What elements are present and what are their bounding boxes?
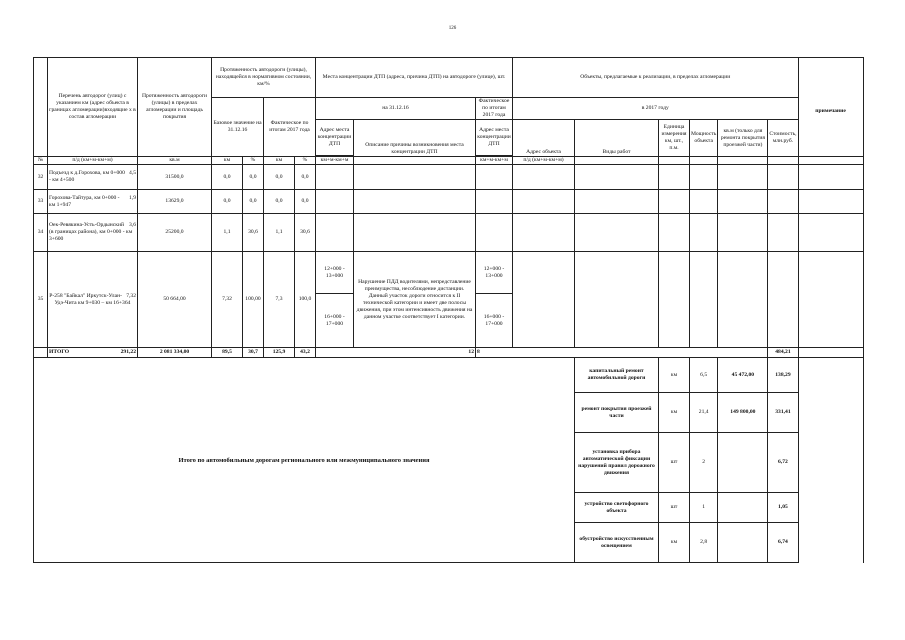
- row-number: 32: [34, 165, 48, 190]
- road-name: 3,6 Оек-Ревякина-Усть-Ордынский (в границах района), км 0+000 - км 3+600: [48, 214, 138, 252]
- fact-address: 12+000 - 13+000: [476, 252, 513, 294]
- header-reason: Описание причины возникновения места концентрации ДТП: [354, 120, 476, 157]
- work-type: устройство светофорного объекта: [575, 493, 659, 523]
- page-number: 126: [448, 26, 457, 31]
- work-type: установка прибора автоматической фиксации нарушений правил дорожного движения: [575, 433, 659, 493]
- base-pct: 30,6: [243, 214, 264, 252]
- header-unit: Единица измерения км, шт., п.м.: [659, 120, 690, 157]
- work-unit: шт: [659, 493, 690, 523]
- total-fact-pct: 43,2: [295, 348, 316, 358]
- total-label: 291,22 ИТОГО: [48, 348, 138, 358]
- header-on-date: на 31.12.16: [316, 98, 476, 120]
- header-addr-place: Адрес места концентрации ДТП: [316, 120, 354, 156]
- unit-cell: [354, 157, 476, 165]
- header-in-2017: в 2017 году: [513, 98, 799, 120]
- header-object-address: Адрес объекта: [513, 120, 575, 157]
- header-concentration: Места концентрации ДТП (адреса, причина ДТП) на автодороге (улице), шт.: [316, 58, 513, 98]
- header-power: Мощность объекта: [690, 120, 718, 157]
- table-row: [34, 190, 864, 214]
- work-area: 149 800,00: [718, 393, 768, 433]
- fact-pct: 100,0: [295, 252, 316, 348]
- work-unit: км: [659, 358, 690, 393]
- header-base: Базовое значение на 31.12.16: [212, 98, 264, 157]
- fact-km: 7,3: [264, 252, 295, 348]
- base-km: 0,0: [212, 165, 243, 190]
- header-fact2017: Фактическое по итогам 2017 года: [264, 98, 316, 157]
- base-pct: 0,0: [243, 165, 264, 190]
- total-base-km: 89,5: [212, 348, 243, 358]
- unit-cell: п/д (км+м-км+м): [513, 157, 575, 165]
- road-area: 50 664,00: [138, 252, 212, 348]
- work-power: 1: [690, 493, 718, 523]
- unit-cell: %: [243, 157, 264, 165]
- road-area: 31500,0: [138, 165, 212, 190]
- base-km: 0,0: [212, 190, 243, 214]
- base-km: 7,32: [212, 252, 243, 348]
- work-cost: 331,41: [768, 393, 798, 433]
- header-road-list: Перечень автодорог (улиц) с указанием км (адрес объекта в границах агломерации)входящие х в состав агломерации: [48, 58, 138, 157]
- work-area: [718, 433, 768, 493]
- road-length: 1,9: [129, 194, 136, 201]
- work-cost: 6,74: [768, 523, 798, 563]
- unit-cell: км: [264, 157, 295, 165]
- unit-cell: км: [212, 157, 243, 165]
- total-length: 291,22: [120, 349, 136, 355]
- unit-cell: %: [295, 157, 316, 165]
- work-power: 2: [690, 433, 718, 493]
- header-cost: Стоимость, млн.руб.: [768, 120, 798, 157]
- road-length: 4,5: [129, 170, 136, 176]
- road-area: 13629,0: [138, 190, 212, 214]
- road-name: 7,32 Р-258 "Байкал" Иркутск-Улан-Удэ-Чита км 9+030 – км 16+364: [48, 252, 138, 348]
- work-type: обустройство искусственным освещением: [575, 523, 659, 563]
- work-type: капитальный ремонт автомобильной дороги: [575, 358, 659, 393]
- table-row: [34, 165, 864, 190]
- total-fact-km: 125,9: [264, 348, 295, 358]
- header-length: Протяженность автодороги (улицы) в пределах агломерации и площадь покрытия: [138, 58, 212, 157]
- fact-km: 0,0: [264, 165, 295, 190]
- work-unit: км: [659, 523, 690, 563]
- unit-cell: кв.м: [138, 157, 212, 165]
- base-pct: 100,00: [243, 252, 264, 348]
- work-power: 6,5: [690, 358, 718, 393]
- work-area: 45 472,00: [718, 358, 768, 393]
- accident-reason: Нарушение ПДД водителями, непредставление преимущества, несоблюдение дистанции. Данный участок дороги относится к II технической категории и имеет две полосы движения, при этом интенсивность движения на данном участке соответствует I категории.: [354, 252, 476, 348]
- work-cost: 6,72: [768, 433, 798, 493]
- header-objects: Объекты, предлагаемые к реализации, в пределах агломерации: [513, 58, 799, 98]
- total-base-pct: 30,7: [243, 348, 264, 358]
- work-unit: км: [659, 393, 690, 433]
- unit-cell: №: [34, 157, 48, 165]
- total-row: [34, 348, 864, 358]
- unit-cell: км+м-км+м: [476, 157, 513, 165]
- road-name: 4,5 Подъезд к д.Горохова, км 0+000 - км 4+500: [48, 165, 138, 190]
- road-length: 7,32: [126, 292, 136, 299]
- fact-pct: 0,0: [295, 165, 316, 190]
- header-fact-year: Фактическое по итогам 2017 года: [476, 98, 513, 120]
- base-km: 1,1: [212, 214, 243, 252]
- header-work-types: Виды работ: [575, 120, 659, 157]
- header-addr-place2: Адрес места концентрации ДТП: [476, 120, 513, 156]
- fact-km: 1,1: [264, 214, 295, 252]
- unit-cell: км+м-км+м: [316, 157, 354, 165]
- total-concentration: 12: [316, 348, 476, 358]
- work-power: 21,4: [690, 393, 718, 433]
- base-pct: 0,0: [243, 190, 264, 214]
- fact-pct: 0,0: [295, 190, 316, 214]
- report-table: [33, 57, 864, 563]
- work-power: 2,8: [690, 523, 718, 563]
- work-row: [34, 358, 864, 393]
- work-type: ремонт покрытия проезжей части: [575, 393, 659, 433]
- work-area: [718, 523, 768, 563]
- fact-pct: 30,6: [295, 214, 316, 252]
- row-number: 34: [34, 214, 48, 252]
- header-note: примечание: [798, 58, 863, 157]
- concentration-address: 16+000 - 17+000: [316, 294, 354, 348]
- fact-address: 16+000 - 17+000: [476, 294, 513, 348]
- concentration-address: 12+000 - 13+000: [316, 252, 354, 294]
- road-area: 25200,0: [138, 214, 212, 252]
- work-cost: 138,29: [768, 358, 798, 393]
- row-number: 33: [34, 190, 48, 214]
- total-area: 2 081 334,00: [138, 348, 212, 358]
- unit-cell: п/д (км+м-км+м): [48, 157, 138, 165]
- total-fact: 8: [476, 348, 768, 358]
- total-cost: 484,21: [768, 348, 798, 358]
- header-km-repair: кв.м (только для ремонта покрытия проезжей части): [718, 120, 768, 157]
- row-number: 35: [34, 252, 48, 348]
- summary-label: Итого по автомобильным дорогам регионального или межмуниципального значения: [34, 358, 575, 563]
- table-row: [34, 252, 864, 294]
- header-normative: Протяженность автодороги (улицы), находящейся в нормативном состоянии, км/%: [212, 58, 316, 98]
- work-unit: шт: [659, 433, 690, 493]
- work-cost: 1,05: [768, 493, 798, 523]
- road-name: 1,9 Горохова-Тайтура, км 0+000 - км 1+947: [48, 190, 138, 214]
- table-row: [34, 214, 864, 252]
- work-area: [718, 493, 768, 523]
- fact-km: 0,0: [264, 190, 295, 214]
- road-length: 3,6: [129, 222, 136, 228]
